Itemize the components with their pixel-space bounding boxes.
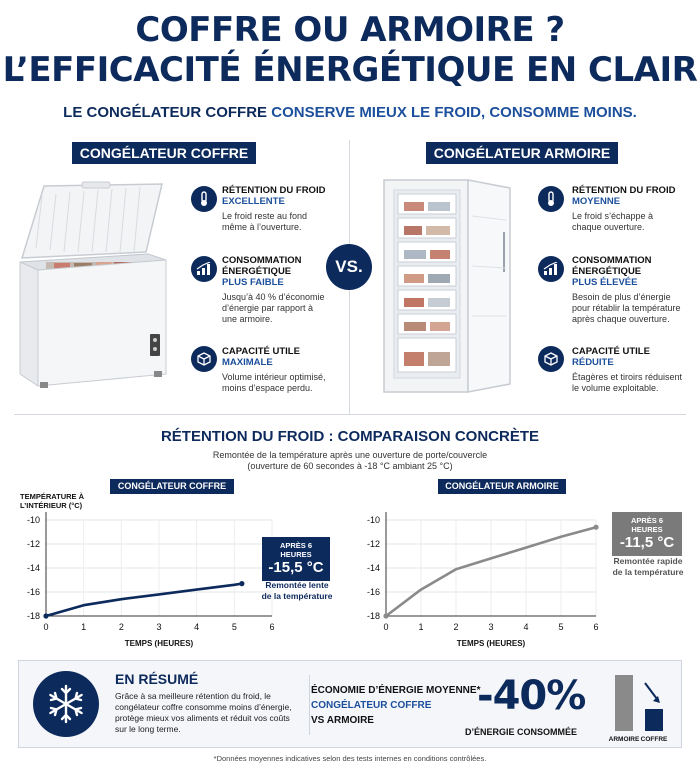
chart-chest-title: CONGÉLATEUR COFFRE (110, 479, 234, 494)
x-tick-label: 1 (418, 622, 424, 632)
bar-upright (615, 675, 633, 731)
upright-tag: CONGÉLATEUR ARMOIRE (426, 142, 618, 164)
x-tick-label: 6 (269, 622, 275, 632)
series-line (46, 584, 242, 616)
y-tick-label: -12 (26, 539, 40, 549)
footnote: *Données moyennes indicatives selon des tests internes en conditions contrôlées. (213, 754, 487, 763)
chest-callout (262, 537, 330, 581)
big-percentage: -40% (477, 673, 586, 719)
feature-value: PLUS FAIBLE (222, 277, 284, 288)
y-tick-label: -12 (366, 539, 380, 549)
eco-line1: ÉCONOMIE D’ÉNERGIE MOYENNE* (311, 685, 481, 696)
data-point (239, 581, 244, 586)
retention-subtitle (0, 450, 700, 472)
feature-desc: Volume intérieur optimisé, moins d’espace perdu. (222, 372, 326, 393)
chest-callout-label: APRÈS 6 HEURES (279, 541, 313, 559)
x-tick-label: 0 (43, 622, 49, 632)
y-tick-label: -10 (366, 515, 380, 525)
summary-title: EN RÉSUMÉ (115, 671, 199, 687)
feature-head: CONSOMMATION ÉNERGÉTIQUE (222, 255, 302, 277)
x-tick-label: 2 (118, 622, 124, 632)
thermometer-icon (191, 186, 217, 212)
subtitle-plain: LE CONGÉLATEUR COFFRE (63, 104, 272, 121)
chart-upright-title: CONGÉLATEUR ARMOIRE (438, 479, 566, 494)
x-tick-label: 5 (558, 622, 564, 632)
chest-callout-value: -15,5 °C (268, 559, 324, 576)
upright-callout (612, 512, 682, 556)
upright-feature-consumption (572, 255, 700, 325)
feature-value: RÉDUITE (572, 357, 614, 368)
title-line-1: COFFRE OU ARMOIRE ? (135, 10, 565, 50)
data-point (383, 613, 388, 618)
eco-line2: CONGÉLATEUR COFFRE (311, 700, 432, 711)
x-axis-label: TEMPS (HEURES) (124, 639, 194, 648)
x-tick-label: 0 (383, 622, 389, 632)
upright-callout-label: APRÈS 6 HEURES (630, 516, 664, 534)
feature-value: MAXIMALE (222, 357, 273, 368)
feature-desc: Jusqu’à 40 % d’économie d’énergie par rapport à une armoire. (222, 292, 325, 324)
data-point (593, 525, 598, 530)
chest-note: Remontée lente de la température (261, 580, 333, 601)
bar-label-upright: ARMOIRE (608, 736, 640, 743)
feature-head: CONSOMMATION ÉNERGÉTIQUE (572, 255, 652, 277)
down-arrow-icon (645, 683, 657, 699)
feature-head: RÉTENTION DU FROID (572, 185, 676, 196)
upright-callout-value: -11,5 °C (619, 534, 675, 551)
upright-note: Remontée rapide de la température (612, 556, 684, 577)
x-tick-label: 4 (194, 622, 200, 632)
upright-feature-retention (572, 185, 700, 233)
chest-temperature-chart (14, 478, 284, 653)
y-tick-label: -14 (26, 563, 40, 573)
summary-divider (309, 675, 310, 735)
big-percentage-sub: D’ÉNERGIE CONSOMMÉE (465, 727, 578, 737)
feature-value: PLUS ÉLEVÉE (572, 277, 638, 288)
data-point (43, 613, 48, 618)
snowflake-icon (33, 671, 99, 737)
retention-subtitle-line2: (ouverture de 60 secondes à -18 °C ambiant 25 °C) (247, 461, 453, 471)
feature-value: EXCELLENTE (222, 196, 285, 207)
cube-icon (538, 346, 564, 372)
summary-text: Grâce à sa meilleure rétention du froid, le congélateur coffre consomme moins d’énergie, protège mieux vos aliments et réduit vos coûts sur le long terme. (115, 691, 292, 734)
y-tick-label: -14 (366, 563, 380, 573)
divider-horizontal (14, 414, 686, 415)
x-tick-label: 4 (523, 622, 529, 632)
thermometer-icon (538, 186, 564, 212)
bar-chart-icon (538, 256, 564, 282)
chest-feature-capacity (222, 346, 372, 394)
chest-feature-retention (222, 185, 372, 233)
upright-freezer-image (380, 176, 530, 398)
x-tick-label: 1 (81, 622, 87, 632)
subtitle-highlight: CONSERVE MIEUX LE FROID, CONSOMME MOINS. (271, 104, 637, 121)
y-tick-label: -16 (26, 587, 40, 597)
x-tick-label: 3 (156, 622, 162, 632)
feature-head: CAPACITÉ UTILE (222, 346, 300, 357)
x-tick-label: 6 (593, 622, 599, 632)
summary-box (18, 660, 682, 748)
energy-saving-text (311, 683, 480, 728)
page-title (0, 10, 700, 90)
cube-icon (191, 346, 217, 372)
retention-title: RÉTENTION DU FROID : COMPARAISON CONCRÈTE (160, 428, 540, 445)
y-tick-label: -18 (26, 611, 40, 621)
bar-chest (645, 709, 663, 731)
y-axis-title: TEMPÉRATURE À L’INTÉRIEUR (°C) (20, 492, 85, 510)
chest-freezer-image (14, 178, 174, 393)
y-tick-label: -10 (26, 515, 40, 525)
feature-desc: Le froid reste au fond même à l’ouverture. (222, 211, 308, 232)
upright-feature-capacity (572, 346, 700, 394)
x-axis-label: TEMPS (HEURES) (456, 639, 526, 648)
x-tick-label: 3 (488, 622, 494, 632)
y-tick-label: -18 (366, 611, 380, 621)
eco-line3: VS ARMOIRE (311, 715, 374, 726)
energy-bars (607, 669, 673, 747)
feature-desc: Besoin de plus d’énergie pour rétablir la température après chaque ouverture. (572, 292, 681, 324)
chest-feature-consumption (222, 255, 372, 325)
subtitle (0, 104, 700, 121)
vs-badge: VS. (326, 244, 372, 290)
upright-temperature-chart (352, 478, 612, 653)
y-tick-label: -16 (366, 587, 380, 597)
feature-value: MOYENNE (572, 196, 621, 207)
title-line-2: L’EFFICACITÉ ÉNERGÉTIQUE EN CLAIR (2, 50, 698, 90)
feature-desc: Étagères et tiroirs réduisent le volume exploitable. (572, 372, 683, 393)
feature-head: CAPACITÉ UTILE (572, 346, 650, 357)
feature-desc: Le froid s’échappe à chaque ouverture. (572, 211, 654, 232)
feature-head: RÉTENTION DU FROID (222, 185, 326, 196)
x-tick-label: 5 (231, 622, 237, 632)
retention-subtitle-line1: Remontée de la température après une ouverture de porte/couvercle (212, 450, 488, 460)
chest-tag: CONGÉLATEUR COFFRE (72, 142, 256, 164)
bar-chart-icon (191, 256, 217, 282)
x-tick-label: 2 (453, 622, 459, 632)
bar-label-chest: COFFRE (640, 736, 668, 743)
